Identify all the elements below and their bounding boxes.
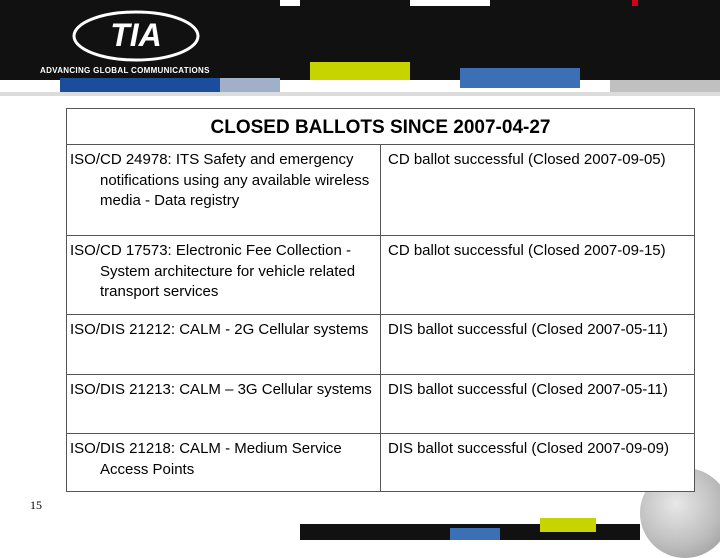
- table-row: [67, 315, 694, 375]
- status-cell: [381, 434, 696, 491]
- table-title: CLOSED BALLOTS SINCE 2007-04-27: [67, 109, 694, 145]
- deco-block: [60, 78, 220, 92]
- status-text: DIS ballot successful (Closed 2007-05-11): [388, 321, 668, 338]
- status-text: CD ballot successful (Closed 2007-09-05): [388, 151, 666, 168]
- deco-block: [460, 68, 580, 88]
- item-cell: [67, 236, 381, 314]
- status-cell: [381, 375, 696, 433]
- deco-block: [310, 62, 410, 80]
- status-cell: [381, 236, 696, 314]
- item-cell: [67, 145, 381, 235]
- table-row: [67, 434, 694, 491]
- table-row: [67, 236, 694, 315]
- deco-block: [540, 518, 596, 532]
- item-cell: [67, 315, 381, 374]
- status-text: DIS ballot successful (Closed 2007-09-09): [388, 440, 669, 457]
- item-text: ISO/DIS 21212: CALM - 2G Cellular systems: [70, 321, 369, 338]
- item-text: ISO/DIS 21218: CALM - Medium Service Access Points: [70, 440, 342, 478]
- item-text: ISO/CD 24978: ITS Safety and emergency notifications using any available wireless media - Data registry: [70, 151, 370, 209]
- deco-block: [220, 78, 280, 92]
- deco-block: [450, 528, 500, 540]
- table-row: [67, 375, 694, 434]
- deco-block: [0, 92, 720, 96]
- item-cell: [67, 375, 381, 433]
- deco-block: [410, 0, 490, 6]
- item-cell: [67, 434, 381, 491]
- item-text: ISO/DIS 21213: CALM – 3G Cellular systems: [70, 381, 372, 398]
- deco-block: [632, 0, 638, 6]
- status-cell: [381, 145, 696, 235]
- svg-text:TIA: TIA: [110, 17, 162, 53]
- tagline: ADVANCING GLOBAL COMMUNICATIONS: [40, 66, 210, 75]
- ballots-table: [66, 108, 695, 492]
- deco-block: [280, 0, 300, 6]
- tia-logo: [70, 8, 210, 64]
- page-number: 15: [30, 498, 42, 512]
- status-cell: [381, 315, 696, 374]
- item-text: ISO/CD 17573: Electronic Fee Collection - System architecture for vehicle related transport services: [70, 242, 356, 300]
- status-text: CD ballot successful (Closed 2007-09-15): [388, 242, 666, 259]
- status-text: DIS ballot successful (Closed 2007-05-11): [388, 381, 668, 398]
- table-row: [67, 145, 694, 236]
